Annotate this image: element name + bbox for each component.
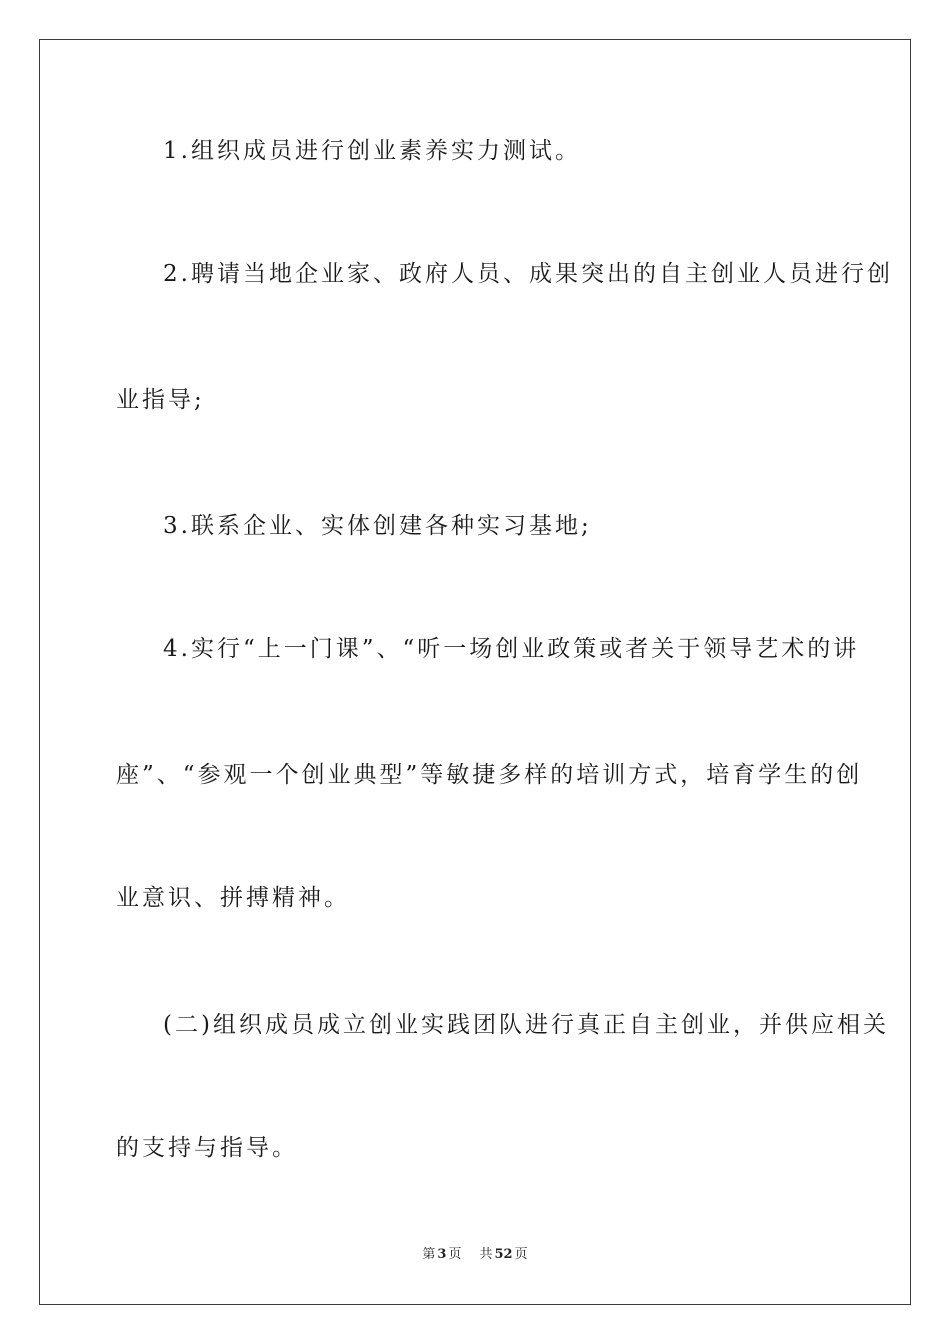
paragraph-line-5: 4.实行“上一门课”、“听一场创业政策或者关于领导艺术的讲 (163, 636, 860, 662)
page-number: 3 (437, 1247, 447, 1262)
paragraph-line-1: 1.组织成员进行创业素养实力测试。 (163, 138, 581, 164)
paragraph-line-7: 业意识、拼搏精神。 (116, 885, 350, 911)
page-prefix: 第 (422, 1247, 436, 1262)
page-border (39, 39, 911, 1305)
paragraph-line-6: 座”、“参观一个创业典型”等敏捷多样的培训方式，培育学生的创 (116, 762, 863, 788)
total-suffix: 页 (514, 1247, 528, 1262)
total-pages: 52 (494, 1247, 513, 1262)
paragraph-line-8: (二)组织成员成立创业实践团队进行真正自主创业，并供应相关 (163, 1012, 889, 1038)
page-suffix: 页 (448, 1247, 462, 1262)
paragraph-line-2: 2.聘请当地企业家、政府人员、成果突出的自主创业人员进行创 (163, 261, 893, 287)
total-prefix: 共 (479, 1247, 493, 1262)
paragraph-line-9: 的支持与指导。 (116, 1135, 298, 1161)
page-footer (0, 1246, 950, 1264)
paragraph-line-4: 3.联系企业、实体创建各种实习基地; (163, 513, 592, 539)
paragraph-line-3: 业指导; (116, 387, 205, 413)
